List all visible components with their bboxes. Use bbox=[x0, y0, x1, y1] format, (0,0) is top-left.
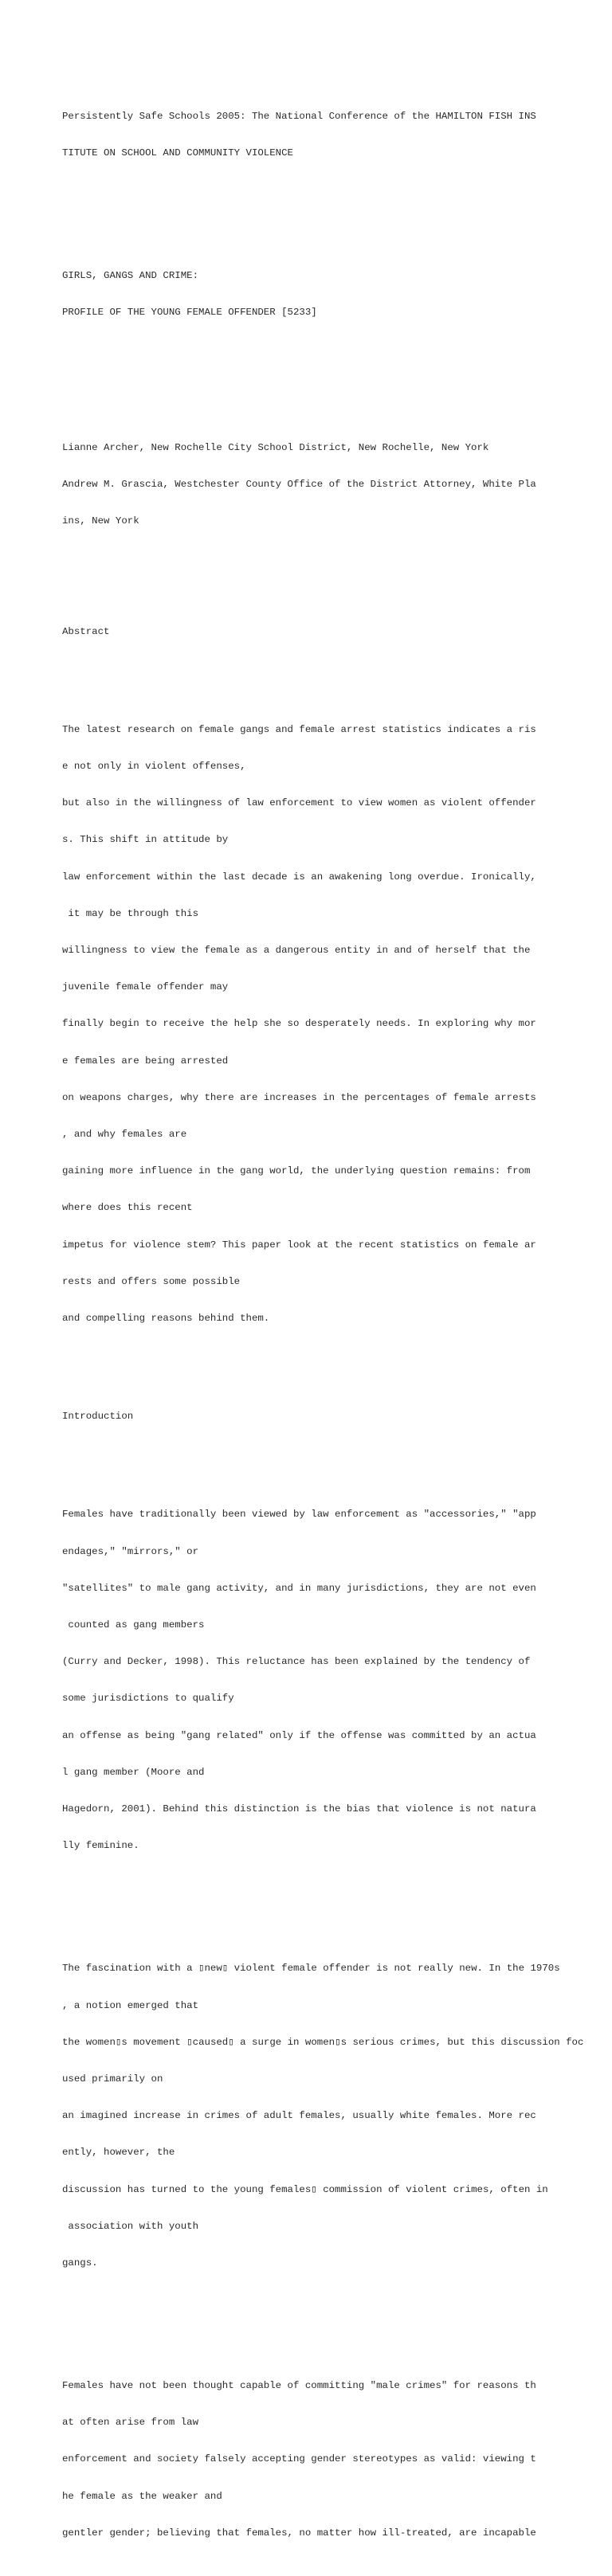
text-line: Females have not been thought capable of committing "male crimes" for reasons th bbox=[62, 2379, 536, 2391]
text-line: association with youth bbox=[62, 2220, 199, 2232]
text-line: Hagedorn, 2001). Behind this distinction is the bias that violence is not natura bbox=[62, 1803, 536, 1815]
text-line: it may be through this bbox=[62, 907, 199, 919]
text-line: gangs. bbox=[62, 2257, 98, 2269]
text-line: , a notion emerged that bbox=[62, 1999, 199, 2011]
text-line: (Curry and Decker, 1998). This reluctance has been explained by the tendency of bbox=[62, 1656, 531, 1668]
conference-line: Persistently Safe Schools 2005: The National Conference of the HAMILTON FISH INS bbox=[62, 110, 536, 122]
text-line: s. This shift in attitude by bbox=[62, 834, 229, 846]
text-line: and compelling reasons behind them. bbox=[62, 1313, 270, 1324]
introduction-heading: Introduction bbox=[62, 1411, 134, 1423]
text-line: law enforcement within the last decade is an awakening long overdue. Ironically, bbox=[62, 871, 536, 883]
paper-title bbox=[62, 245, 612, 343]
intro-paragraph-3 bbox=[62, 2355, 612, 2564]
text-line: enforcement and society falsely accepting gender stereotypes as valid: viewing t bbox=[62, 2453, 536, 2465]
text-line: The fascination with a ▯new▯ violent female offender is not really new. In the 1970s bbox=[62, 1963, 560, 1975]
text-line: lly feminine. bbox=[62, 1840, 139, 1852]
text-line: rests and offers some possible bbox=[62, 1275, 241, 1287]
text-line: impetus for violence stem? This paper look at the recent statistics on female ar bbox=[62, 1239, 536, 1251]
abstract-heading: Abstract bbox=[62, 625, 110, 637]
text-line: at often arise from law bbox=[62, 2417, 199, 2429]
text-line: The latest research on female gangs and female arrest statistics indicates a ris bbox=[62, 723, 536, 735]
text-line: , and why females are bbox=[62, 1128, 187, 1140]
document-body bbox=[62, 61, 612, 2576]
text-line: e females are being arrested bbox=[62, 1055, 229, 1067]
text-line: used primarily on bbox=[62, 2073, 163, 2085]
text-line: an imagined increase in crimes of adult females, usually white females. More rec bbox=[62, 2110, 536, 2122]
text-line: some jurisdictions to qualify bbox=[62, 1693, 234, 1705]
text-line: gaining more influence in the gang world, the underlying question remains: from bbox=[62, 1165, 531, 1177]
text-line: l gang member (Moore and bbox=[62, 1766, 205, 1778]
text-line: an offense as being "gang related" only if the offense was committed by an actua bbox=[62, 1729, 536, 1741]
text-line: discussion has turned to the young females▯ commission of violent crimes, often in bbox=[62, 2183, 548, 2195]
author-line: Andrew M. Grascia, Westchester County Office of the District Attorney, White Pla bbox=[62, 478, 536, 490]
author-line: Lianne Archer, New Rochelle City School District, New Rochelle, New York bbox=[62, 441, 489, 453]
text-line: juvenile female offender may bbox=[62, 981, 229, 993]
text-line: ently, however, the bbox=[62, 2147, 175, 2159]
text-line: counted as gang members bbox=[62, 1619, 205, 1631]
text-line: finally begin to receive the help she so desperately needs. In exploring why mor bbox=[62, 1018, 536, 1030]
text-line: e not only in violent offenses, bbox=[62, 760, 246, 772]
abstract-text bbox=[62, 699, 612, 1349]
author-line: ins, New York bbox=[62, 515, 139, 527]
text-line: the women▯s movement ▯caused▯ a surge in women▯s serious crimes, but this discussion foc bbox=[62, 2036, 584, 2048]
text-line: on weapons charges, why there are increases in the percentages of female arrests bbox=[62, 1091, 536, 1103]
conference-line: TITUTE ON SCHOOL AND COMMUNITY VIOLENCE bbox=[62, 147, 293, 159]
intro-paragraph-1 bbox=[62, 1485, 612, 1877]
text-line: willingness to view the female as a dangerous entity in and of herself that the bbox=[62, 944, 531, 956]
title-line: GIRLS, GANGS AND CRIME: bbox=[62, 269, 199, 281]
text-line: he female as the weaker and bbox=[62, 2490, 222, 2502]
intro-paragraph-2 bbox=[62, 1938, 612, 2294]
text-line: "satellites" to male gang activity, and in many jurisdictions, they are not even bbox=[62, 1582, 536, 1594]
text-line: endages," "mirrors," or bbox=[62, 1545, 199, 1557]
conference-header bbox=[62, 86, 612, 184]
text-line: Females have traditionally been viewed by law enforcement as "accessories," "app bbox=[62, 1509, 536, 1521]
text-line: gentler gender; believing that females, no matter how ill-treated, are incapable bbox=[62, 2527, 536, 2539]
text-line: where does this recent bbox=[62, 1202, 193, 1214]
title-line: PROFILE OF THE YOUNG FEMALE OFFENDER [5233] bbox=[62, 307, 317, 319]
text-line: but also in the willingness of law enforcement to view women as violent offender bbox=[62, 797, 536, 809]
author-list bbox=[62, 417, 612, 552]
